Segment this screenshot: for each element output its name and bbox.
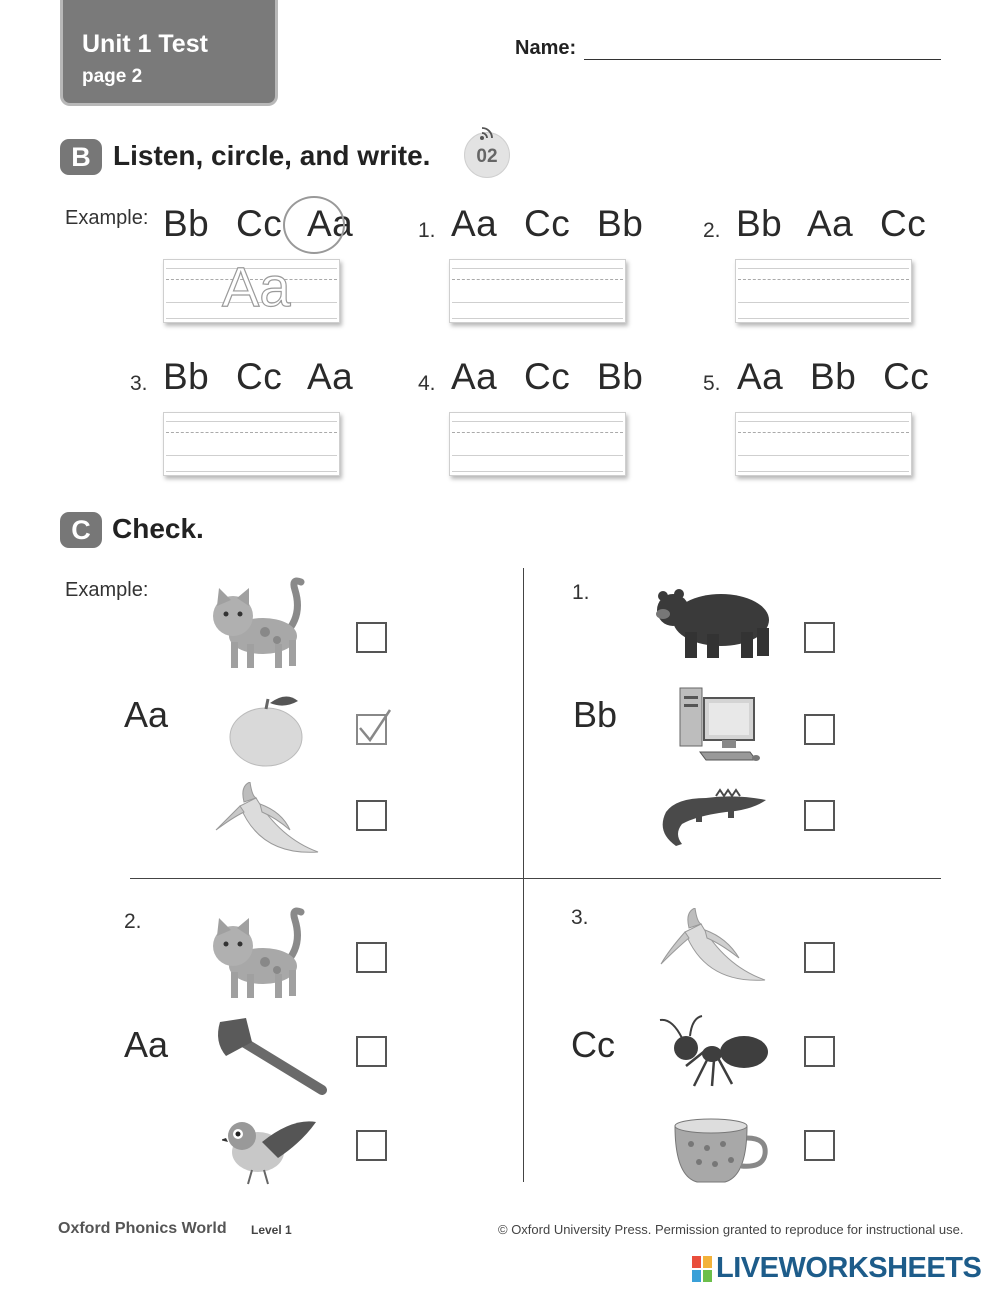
bear-icon xyxy=(655,584,775,662)
section-b-title: Listen, circle, and write. xyxy=(113,140,431,171)
item-3-letters[interactable]: Bb Cc Aa xyxy=(163,356,354,397)
traced-letters: Aa xyxy=(222,255,291,318)
unit-title: Unit 1 Test xyxy=(82,30,208,58)
footer-brand: Oxford Phonics World xyxy=(58,1220,227,1237)
panel-3-letter: Cc xyxy=(571,1024,615,1065)
footer-level: Level 1 xyxy=(251,1223,292,1237)
banana-icon xyxy=(655,908,769,988)
circled-answer-mark xyxy=(283,196,345,254)
panel-2-checkbox-1[interactable] xyxy=(356,942,387,973)
item-1-number: 1. xyxy=(418,219,436,242)
panel-1-checkbox-2[interactable] xyxy=(804,714,835,745)
item-3-number: 3. xyxy=(130,372,148,395)
axe-icon xyxy=(212,1016,330,1098)
item-5-number: 5. xyxy=(703,372,721,395)
watermark-text[interactable]: LIVEWORKSHEETS xyxy=(716,1252,982,1284)
cup-icon xyxy=(671,1116,769,1186)
panel-2-letter: Aa xyxy=(124,1024,169,1065)
item-5-letters[interactable]: Aa Bb Cc xyxy=(737,356,930,397)
panel-2-checkbox-2[interactable] xyxy=(356,1036,387,1067)
example-writing-box xyxy=(163,255,340,323)
panel-3-checkbox-2[interactable] xyxy=(804,1036,835,1067)
page-label: page 2 xyxy=(82,66,143,87)
item-2-writing-box[interactable] xyxy=(735,259,912,323)
cat-icon xyxy=(205,906,317,1002)
panel-3-checkbox-3[interactable] xyxy=(804,1130,835,1161)
audio-track-number: 02 xyxy=(476,146,498,167)
crocodile-icon xyxy=(656,788,770,850)
item-3-writing-box[interactable] xyxy=(163,412,340,476)
item-1-letters[interactable]: Aa Cc Bb xyxy=(451,203,644,244)
section-b-badge: B xyxy=(60,139,102,175)
item-2-number: 2. xyxy=(703,219,721,242)
computer-icon xyxy=(678,686,762,764)
ant-icon xyxy=(656,1014,772,1090)
banana-icon xyxy=(210,782,322,860)
item-4-writing-box[interactable] xyxy=(449,412,626,476)
footer-copyright: © Oxford University Press. Permission granted to reproduce for instructional use. xyxy=(498,1222,964,1237)
item-4-number: 4. xyxy=(418,372,436,395)
cat-icon xyxy=(205,576,317,672)
liveworksheets-logo-icon xyxy=(692,1256,712,1282)
panel-1-checkbox-3[interactable] xyxy=(804,800,835,831)
item-2-letters[interactable]: Bb Aa Cc xyxy=(736,203,927,244)
panel-example-letter: Aa xyxy=(124,694,169,735)
audio-icon xyxy=(479,127,495,141)
panel-example-checkbox-1[interactable] xyxy=(356,622,387,653)
item-1-writing-box[interactable] xyxy=(449,259,626,323)
panel-3-checkbox-1[interactable] xyxy=(804,942,835,973)
panel-1-number: 1. xyxy=(572,581,590,604)
panel-2-number: 2. xyxy=(124,910,142,933)
panel-3-number: 3. xyxy=(571,906,589,929)
panel-1-letter: Bb xyxy=(573,694,618,735)
check-example-label: Example: xyxy=(65,579,149,601)
apple-icon xyxy=(226,693,308,767)
grid-divider-vertical xyxy=(523,568,524,1182)
panel-1-checkbox-1[interactable] xyxy=(804,622,835,653)
grid-divider-horizontal xyxy=(130,878,941,879)
name-field[interactable] xyxy=(584,59,941,60)
bird-icon xyxy=(222,1108,318,1188)
name-label: Name: xyxy=(515,37,577,59)
section-c-title: Check. xyxy=(112,513,204,544)
panel-2-checkbox-3[interactable] xyxy=(356,1130,387,1161)
section-c-badge: C xyxy=(60,512,102,548)
panel-example-checkbox-3[interactable] xyxy=(356,800,387,831)
item-5-writing-box[interactable] xyxy=(735,412,912,476)
example-letters: Bb Cc Aa xyxy=(163,203,354,244)
example-label: Example: xyxy=(65,207,149,229)
item-4-letters[interactable]: Aa Cc Bb xyxy=(451,356,644,397)
checkmark-icon xyxy=(356,706,392,746)
